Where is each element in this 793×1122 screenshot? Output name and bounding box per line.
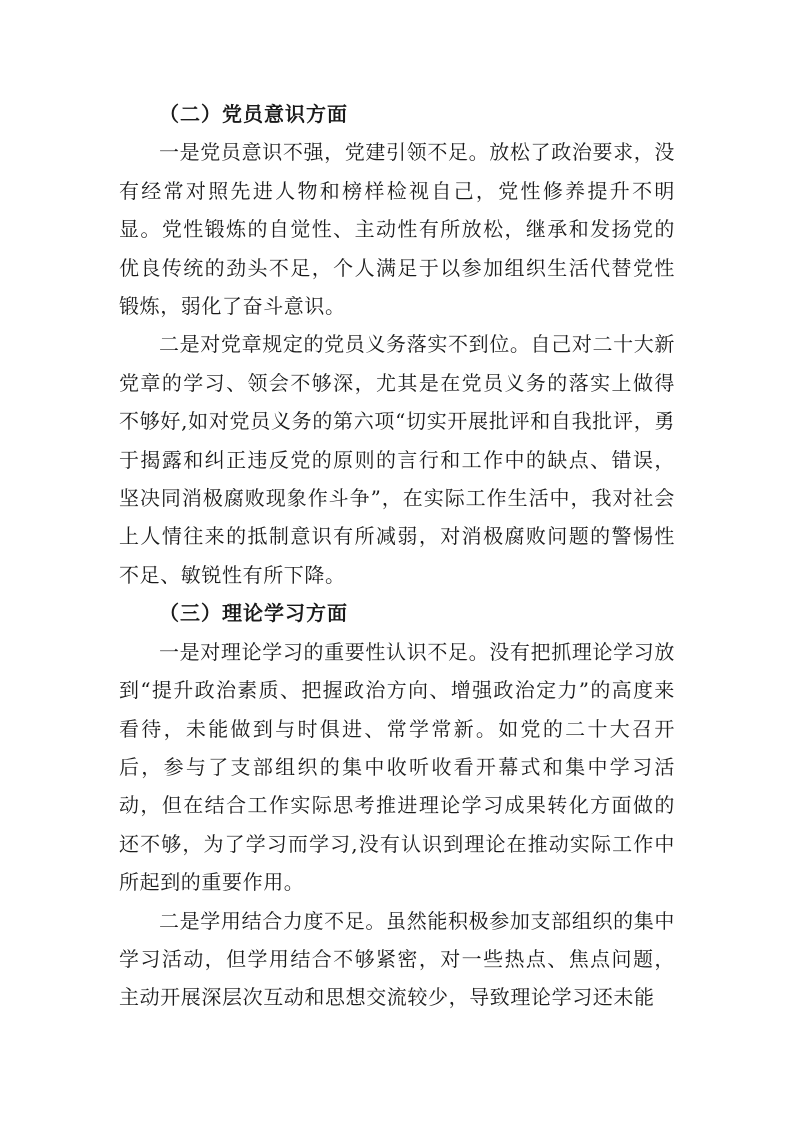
document-body [119,95,675,1017]
paragraph-theory-study-2: 二是学用结合力度不足。虽然能积极参加支部组织的集中学习活动，但学用结合不够紧密，对一些热点、焦点问题，主动开展深层次互动和思想交流较少，导致理论学习还未能 [119,908,675,1010]
paragraph-party-awareness-2: 二是对党章规定的党员义务落实不到位。自己对二十大新党章的学习、领会不够深，尤其是在党员义务的落实上做得不够好,如对党员义务的第六项“切实开展批评和自我批评，勇于揭露和纠正违反党的原则的言行和工作中的缺点、错误，坚决同消极腐败现象作斗争”，在实际工作生活中，我对社会上人情往来的抵制意识有所减弱，对消极腐败问题的警惕性不足、敏锐性有所下降。 [119,332,675,587]
paragraph-party-awareness-1: 一是党员意识不强，党建引领不足。放松了政治要求，没有经常对照先进人物和榜样检视自己，党性修养提升不明显。党性锻炼的自觉性、主动性有所放松，继承和发扬党的优良传统的劲头不足，个人满足于以参加组织生活代替党性锻炼，弱化了奋斗意识。 [119,140,675,319]
section-heading-theory-study: （三）理论学习方面 [159,601,348,626]
section-heading-party-awareness: （二）党员意识方面 [159,102,348,126]
paragraph-theory-study-1: 一是对理论学习的重要性认识不足。没有把抓理论学习放到“提升政治素质、把握政治方向、增强政治定力”的高度来看待，未能做到与时俱进、常学常新。如党的二十大召开后，参与了支部组织的集中收听收看开幕式和集中学习活动，但在结合工作实际思考推进理论学习成果转化方面做的还不够，为了学习而学习,没有认识到理论在推动实际工作中所起到的重要作用。 [119,639,675,895]
